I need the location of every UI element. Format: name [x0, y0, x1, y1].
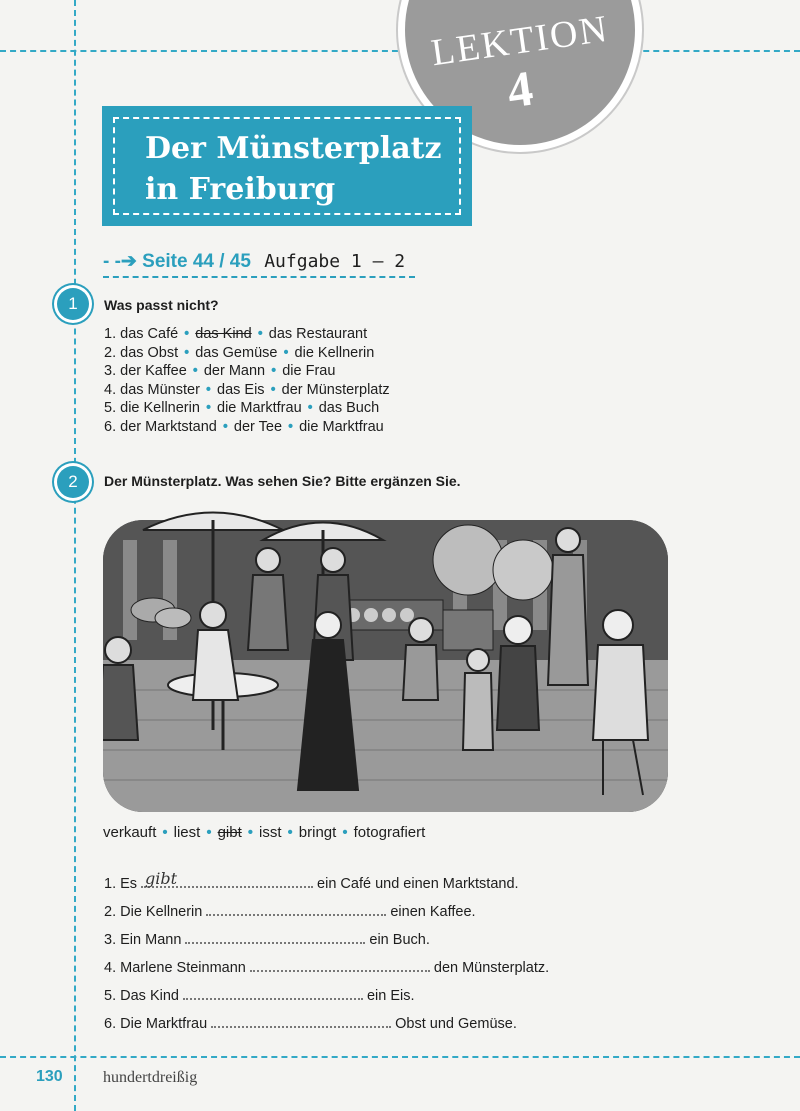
item-number: 2.	[104, 344, 121, 361]
sentence-start: Die Kellnerin	[120, 904, 203, 920]
bullet-dot: •	[206, 824, 212, 841]
sentence-end: Obst und Gemüse.	[395, 1016, 517, 1032]
item-word: das Café	[120, 326, 179, 342]
page-reference	[103, 250, 405, 276]
sentence-number: 2.	[104, 904, 121, 920]
exercise-1-number: 1	[57, 288, 89, 320]
aufgabe-label: Aufgabe 1 – 2	[264, 251, 406, 272]
verb-option: fotografiert	[353, 824, 426, 841]
flower-pot	[443, 610, 493, 650]
sentence-number: 4.	[104, 960, 121, 976]
seite-label: Seite 44 / 45	[142, 251, 251, 272]
item-word: das Gemüse	[195, 344, 278, 361]
arrow-icon: - -➔	[103, 251, 137, 272]
item-number: 1.	[104, 326, 121, 342]
item-word: das Restaurant	[268, 326, 368, 342]
sentence-number: 3.	[104, 932, 121, 948]
reference-underline	[103, 276, 415, 278]
bullet-dot: •	[247, 824, 254, 841]
item-word: das Obst	[120, 344, 179, 361]
sentence-item	[104, 928, 549, 956]
page-title	[145, 128, 465, 210]
verb-option: gibt	[217, 824, 242, 841]
bullet-dot: •	[162, 824, 168, 841]
exercise-2-title: Der Münsterplatz. Was sehen Sie? Bitte ergänzen Sie.	[104, 473, 461, 489]
exercise-1-title: Was passt nicht?	[104, 297, 219, 313]
item-word: das Eis	[217, 381, 265, 398]
item-word: die Marktfrau	[299, 418, 384, 435]
item-word: der Kaffee	[120, 363, 187, 379]
bullet-dot: •	[270, 381, 276, 398]
bullet-dot: •	[307, 400, 313, 416]
exercise-2-sentences	[104, 869, 550, 1040]
item-word: das Münster	[120, 381, 200, 398]
item-number: 3.	[104, 363, 121, 379]
exercise-1-list	[104, 325, 390, 436]
bullet-dot: •	[184, 326, 190, 342]
sentence-item	[104, 1012, 549, 1040]
title-line-2: in Freiburg	[145, 172, 336, 207]
sentence-end: den Münsterplatz.	[433, 960, 550, 976]
list-item	[104, 381, 390, 400]
answer-blank[interactable]	[211, 1012, 391, 1028]
bullet-dot: •	[222, 418, 228, 435]
item-word: das Kind	[195, 326, 252, 342]
bullet-dot: •	[271, 363, 277, 379]
list-item	[104, 399, 390, 418]
bullet-dot: •	[287, 824, 293, 841]
item-word: die Frau	[282, 363, 336, 379]
sentence-number: 6.	[104, 1016, 121, 1032]
sentence-end: ein Café und einen Marktstand.	[317, 876, 519, 892]
lesson-badge-word: LEKTION	[428, 7, 612, 75]
verb-option: isst	[259, 824, 282, 841]
sentence-item	[104, 984, 549, 1012]
answer-blank[interactable]	[250, 956, 430, 972]
sentence-start: Marlene Steinmann	[120, 960, 246, 976]
sentence-end: einen Kaffee.	[390, 904, 476, 920]
sentence-item	[104, 956, 549, 984]
sentence-start: Das Kind	[120, 988, 179, 1004]
sentence-start: Die Marktfrau	[120, 1016, 208, 1032]
bullet-dot: •	[288, 418, 294, 435]
item-word: der Mann	[203, 363, 266, 379]
margin-guide-line	[74, 0, 76, 1111]
bottom-guide-line	[0, 1056, 800, 1058]
item-word: die Marktfrau	[217, 400, 302, 416]
list-item	[104, 344, 390, 363]
bullet-dot: •	[205, 381, 211, 398]
sentence-number: 1.	[104, 876, 121, 892]
exercise-2-number: 2	[57, 466, 89, 498]
list-item	[104, 362, 390, 381]
bullet-dot: •	[205, 400, 212, 416]
verb-bank	[103, 824, 425, 841]
sentence-item	[104, 900, 549, 928]
item-number: 6.	[104, 418, 121, 435]
list-item	[104, 325, 390, 344]
handwritten-answer: gibt	[145, 869, 178, 888]
answer-blank[interactable]	[206, 900, 386, 916]
sentence-start: Ein Mann	[120, 932, 182, 948]
verb-option: bringt	[298, 824, 337, 841]
bullet-dot: •	[283, 344, 289, 361]
bullet-dot: •	[184, 344, 190, 361]
sentence-number: 5.	[104, 988, 121, 1004]
page-number-word: hundertdreißig	[103, 1069, 198, 1086]
flower-bush	[433, 525, 503, 595]
page-number: 130	[36, 1068, 63, 1085]
answer-blank[interactable]	[141, 869, 313, 888]
sentence-end: ein Buch.	[369, 932, 430, 948]
item-word: der Tee	[233, 418, 283, 435]
title-line-1: Der Münsterplatz	[145, 131, 442, 166]
item-word: der Münsterplatz	[281, 381, 390, 398]
verb-option: verkauft	[103, 824, 157, 841]
bullet-dot: •	[192, 363, 198, 379]
item-word: die Kellnerin	[120, 400, 200, 416]
item-number: 5.	[104, 400, 121, 416]
verb-option: liest	[173, 824, 201, 841]
bullet-dot: •	[342, 824, 348, 841]
bullet-dot: •	[257, 326, 263, 342]
item-word: das Buch	[318, 400, 380, 416]
market-square-illustration	[103, 500, 668, 812]
sentence-end: ein Eis.	[366, 988, 415, 1004]
sentence-start: Es	[120, 876, 138, 892]
item-word: die Kellnerin	[294, 344, 375, 361]
answer-blank[interactable]	[185, 928, 365, 944]
answer-blank[interactable]	[183, 984, 363, 1000]
item-word: der Marktstand	[120, 418, 217, 435]
sentence-item	[104, 869, 549, 900]
lesson-badge-number: 4	[503, 59, 537, 119]
list-item	[104, 418, 390, 437]
item-number: 4.	[104, 381, 121, 398]
